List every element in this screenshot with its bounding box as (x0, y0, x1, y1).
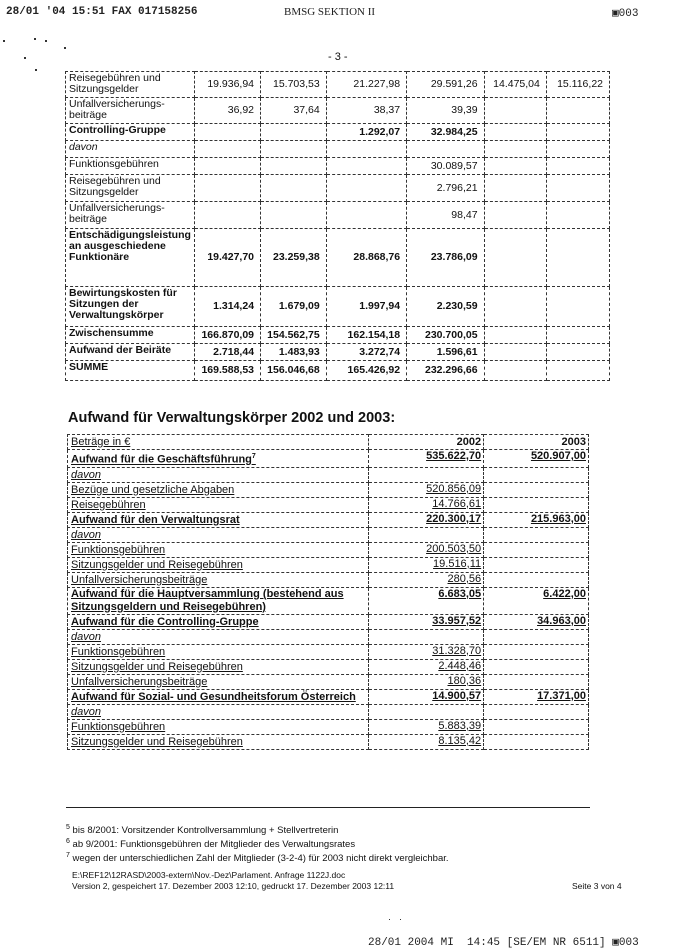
page-count: Seite 3 von 4 (572, 881, 622, 891)
cell-value: 98,47 (407, 202, 484, 229)
row-label (68, 674, 369, 689)
row-label-text: Funktionsgebühren (71, 645, 166, 658)
cell-value (484, 124, 546, 141)
fax-header-page (612, 6, 638, 20)
row-label (68, 482, 369, 497)
table-row (66, 287, 610, 327)
row-label-text: davon (71, 705, 101, 718)
table-row (68, 644, 589, 659)
row-label: Funktionsgebühren (66, 158, 195, 175)
cell-value-2003: 34.963,00 (484, 614, 589, 629)
cell-value-2003 (484, 542, 589, 557)
cell-value-2003 (484, 734, 589, 749)
cell-value-2002: 200.503,50 (369, 542, 484, 557)
row-label-text: Unfallversicherungsbeiträge (71, 573, 208, 586)
cell-value: 154.562,75 (261, 327, 327, 344)
row-label (68, 719, 369, 734)
scan-speck (24, 57, 26, 59)
scan-speck (400, 919, 401, 920)
header-year-2002: 2002 (369, 435, 484, 450)
row-label: Controlling-Gruppe (66, 124, 195, 141)
table-row (66, 141, 610, 158)
footnote-text: bis 8/2001: Vorsitzender Kontrollversammlung + Stellvertreterin (72, 825, 339, 837)
row-label (68, 587, 369, 614)
cell-value: 36,92 (194, 98, 260, 124)
expense-table-continued (65, 71, 610, 381)
row-label (68, 704, 369, 719)
fax-footer (368, 935, 639, 949)
cell-value (546, 229, 609, 287)
cell-value-2002: 33.957,52 (369, 614, 484, 629)
row-label (68, 659, 369, 674)
cell-value: 1.596,61 (407, 344, 484, 361)
row-label-text: Aufwand für den Verwaltungsrat (71, 513, 240, 526)
cell-value: 232.296,66 (407, 361, 484, 381)
table-row (68, 719, 589, 734)
cell-value (194, 175, 260, 202)
row-label: Unfallversicherungs-beiträge (66, 202, 195, 229)
cell-value-2002: 180,36 (369, 674, 484, 689)
footnote-text: ab 9/2001: Funktionsgebühren der Mitglieder des Verwaltungsrates (72, 839, 356, 851)
cell-value: 19.427,70 (194, 229, 260, 287)
table-row (66, 72, 610, 98)
cell-value-2002: 14.766,61 (369, 497, 484, 512)
cell-value: 37,64 (261, 98, 327, 124)
cell-value-2002: 5.883,39 (369, 719, 484, 734)
cell-value: 1.292,07 (326, 124, 406, 141)
footnote-divider (66, 807, 590, 808)
cell-value-2003 (484, 659, 589, 674)
cell-value-2003 (484, 644, 589, 659)
cell-value-2003: 17.371,00 (484, 689, 589, 704)
cell-value (546, 158, 609, 175)
fax-header-sender: 28/01 '04 15:51 FAX 017158256 (6, 6, 198, 18)
cell-value: 23.786,09 (407, 229, 484, 287)
cell-value (484, 327, 546, 344)
row-label-text: Aufwand für die Geschäftsführung (71, 453, 252, 466)
cell-value (261, 124, 327, 141)
header-year-2003: 2003 (484, 435, 589, 450)
cell-value (261, 175, 327, 202)
cell-value-2002: 8.135,42 (369, 734, 484, 749)
row-label: Reisegebühren und Sitzungsgelder (66, 72, 195, 98)
cell-value (194, 141, 260, 158)
cell-value-2003 (484, 527, 589, 542)
header-label: Beträge in € (68, 435, 369, 450)
row-label: Zwischensumme (66, 327, 195, 344)
cell-value-2002 (369, 704, 484, 719)
cell-value (484, 158, 546, 175)
cell-value (326, 141, 406, 158)
cell-value (484, 287, 546, 327)
footnote-6 (66, 838, 355, 850)
cell-value-2002: 19.516,11 (369, 557, 484, 572)
cell-value (546, 361, 609, 381)
row-label-text: Reisegebühren (71, 498, 146, 511)
row-label (68, 689, 369, 704)
row-label (68, 497, 369, 512)
table-row (68, 450, 589, 468)
cell-value-2002: 220.300,17 (369, 512, 484, 527)
cell-value: 21.227,98 (326, 72, 406, 98)
cell-value: 23.259,38 (261, 229, 327, 287)
cell-value-2002 (369, 527, 484, 542)
document-path: E:\REF12\12RASD\2003-extern\Nov.-Dez\Parlament. Anfrage 1122J.doc (72, 870, 346, 880)
row-label (68, 734, 369, 749)
table-row (66, 344, 610, 361)
cell-value: 1.997,94 (326, 287, 406, 327)
table-row (68, 689, 589, 704)
scan-speck (35, 69, 37, 71)
document-version: Version 2, gespeichert 17. Dezember 2003 12:10, gedruckt 17. Dezember 2003 12:11 (72, 881, 395, 891)
row-label-text: Aufwand für die Hauptversammlung (bestehend aus Sitzungsgeldern und Reisegebühren) (71, 587, 344, 613)
cell-value (261, 158, 327, 175)
cell-value-2002 (369, 467, 484, 482)
cell-value: 165.426,92 (326, 361, 406, 381)
cell-value (546, 124, 609, 141)
cell-value: 30.089,57 (407, 158, 484, 175)
cell-value-2003: 6.422,00 (484, 587, 589, 614)
cell-value (546, 175, 609, 202)
row-label-text: Funktionsgebühren (71, 543, 166, 556)
cell-value (546, 98, 609, 124)
cell-value (261, 202, 327, 229)
cell-value (546, 287, 609, 327)
table-row (68, 674, 589, 689)
page-marker: - 3 - (328, 51, 348, 63)
cell-value: 39,39 (407, 98, 484, 124)
fax-header-page-number: 003 (618, 8, 639, 20)
table-row (68, 704, 589, 719)
cell-value-2003 (484, 572, 589, 587)
row-label: SUMME (66, 361, 195, 381)
cell-value-2003 (484, 482, 589, 497)
cell-value-2003 (484, 497, 589, 512)
row-label-text: davon (71, 468, 101, 481)
row-label (68, 572, 369, 587)
scan-speck (389, 919, 390, 920)
cell-value: 28.868,76 (326, 229, 406, 287)
table-header-row (68, 435, 589, 450)
footnote-7 (66, 852, 449, 864)
footnote-mark: 5 (66, 824, 70, 831)
footnote-5 (66, 824, 338, 836)
cell-value (484, 229, 546, 287)
cell-value-2003 (484, 674, 589, 689)
cell-value-2003 (484, 629, 589, 644)
scan-speck (3, 40, 5, 42)
cell-value (194, 202, 260, 229)
cell-value (546, 141, 609, 158)
cell-value: 15.116,22 (546, 72, 609, 98)
cell-value-2003 (484, 557, 589, 572)
fax-footer-page-number: 003 (618, 937, 639, 949)
table-row (68, 467, 589, 482)
row-label-text: Unfallversicherungsbeiträge (71, 675, 208, 688)
cell-value: 2.718,44 (194, 344, 260, 361)
cell-value: 230.700,05 (407, 327, 484, 344)
row-label (68, 542, 369, 557)
table-row (66, 158, 610, 175)
cell-value-2002: 535.622,70 (369, 450, 484, 468)
footnote-reference: 7 (251, 453, 256, 460)
cell-value-2003 (484, 704, 589, 719)
cell-value-2003 (484, 467, 589, 482)
row-label (68, 512, 369, 527)
table-row (68, 629, 589, 644)
scan-speck (34, 38, 36, 40)
table-row (68, 512, 589, 527)
row-label: Bewirtungskosten für Sitzungen der Verwaltungskörper (66, 287, 195, 327)
cell-value: 32.984,25 (407, 124, 484, 141)
table-row (68, 482, 589, 497)
row-label-text: Funktionsgebühren (71, 720, 166, 733)
row-label-text: davon (71, 528, 101, 541)
verwaltungskoerper-table (67, 434, 589, 750)
cell-value-2002: 2.448,46 (369, 659, 484, 674)
fax-header-title: BMSG SEKTION II (284, 6, 376, 18)
table-row (68, 659, 589, 674)
cell-value (546, 344, 609, 361)
row-label (68, 614, 369, 629)
cell-value (546, 202, 609, 229)
table-row (66, 229, 610, 287)
cell-value: 1.483,93 (261, 344, 327, 361)
row-label: Reisegebühren und Sitzungsgelder (66, 175, 195, 202)
fax-page-icon: ▣ (612, 8, 619, 20)
cell-value-2003 (484, 719, 589, 734)
cell-value: 19.936,94 (194, 72, 260, 98)
section-title: Aufwand für Verwaltungskörper 2002 und 2003: (68, 410, 396, 426)
cell-value: 15.703,53 (261, 72, 327, 98)
table-row (66, 361, 610, 381)
row-label (68, 629, 369, 644)
row-label (68, 467, 369, 482)
row-label (68, 557, 369, 572)
scan-speck (64, 47, 66, 49)
row-label: davon (66, 141, 195, 158)
row-label-text: Sitzungsgelder und Reisegebühren (71, 660, 243, 673)
cell-value: 2.230,59 (407, 287, 484, 327)
row-label-text: davon (71, 630, 101, 643)
row-label-text: Bezüge und gesetzliche Abgaben (71, 483, 235, 496)
table-row (68, 614, 589, 629)
row-label: Entschädigungsleistung an ausgeschiedene Funktionäre (66, 229, 195, 287)
footnote-text: wegen der unterschiedlichen Zahl der Mitglieder (3-2-4) für 2003 nicht direkt vergleichbar. (72, 853, 449, 865)
table-row (68, 572, 589, 587)
cell-value (484, 344, 546, 361)
fax-page-icon: ▣ (612, 937, 619, 949)
fax-footer-text: 28/01 2004 MI 14:45 [SE/EM NR 6511] (368, 937, 606, 949)
cell-value (484, 361, 546, 381)
cell-value (546, 327, 609, 344)
cell-value-2002: 280,56 (369, 572, 484, 587)
row-label (68, 644, 369, 659)
table-row (66, 327, 610, 344)
row-label-text: Aufwand für Sozial- und Gesundheitsforum Österreich (71, 690, 356, 703)
cell-value (407, 141, 484, 158)
scan-speck (45, 40, 47, 42)
cell-value (484, 98, 546, 124)
cell-value (194, 124, 260, 141)
table-row (66, 202, 610, 229)
table-row (66, 98, 610, 124)
table-row (68, 527, 589, 542)
row-label: Unfallversicherungs-beiträge (66, 98, 195, 124)
row-label: Aufwand der Beiräte (66, 344, 195, 361)
table-row (66, 175, 610, 202)
cell-value: 38,37 (326, 98, 406, 124)
row-label-text: Aufwand für die Controlling-Gruppe (71, 615, 259, 628)
cell-value: 166.870,09 (194, 327, 260, 344)
cell-value (326, 158, 406, 175)
table-row (68, 557, 589, 572)
cell-value: 14.475,04 (484, 72, 546, 98)
cell-value: 169.588,53 (194, 361, 260, 381)
table-row (68, 587, 589, 614)
cell-value (484, 141, 546, 158)
cell-value (484, 202, 546, 229)
cell-value (484, 175, 546, 202)
table-row (68, 497, 589, 512)
cell-value-2002: 6.683,05 (369, 587, 484, 614)
row-label-text: Sitzungsgelder und Reisegebühren (71, 558, 243, 571)
table-row (68, 542, 589, 557)
cell-value: 162.154,18 (326, 327, 406, 344)
cell-value-2003: 520.907,00 (484, 450, 589, 468)
row-label (68, 450, 369, 468)
cell-value (326, 202, 406, 229)
table-row (66, 124, 610, 141)
cell-value: 2.796,21 (407, 175, 484, 202)
cell-value (261, 141, 327, 158)
footnote-mark: 6 (66, 838, 70, 845)
cell-value-2002: 31.328,70 (369, 644, 484, 659)
table-row (68, 734, 589, 749)
cell-value-2002: 520.856,09 (369, 482, 484, 497)
cell-value (326, 175, 406, 202)
cell-value-2002 (369, 629, 484, 644)
cell-value: 1.314,24 (194, 287, 260, 327)
footnote-mark: 7 (66, 852, 70, 859)
cell-value (194, 158, 260, 175)
cell-value-2003: 215.963,00 (484, 512, 589, 527)
cell-value-2002: 14.900,57 (369, 689, 484, 704)
cell-value: 156.046,68 (261, 361, 327, 381)
row-label (68, 527, 369, 542)
cell-value: 3.272,74 (326, 344, 406, 361)
cell-value: 1.679,09 (261, 287, 327, 327)
cell-value: 29.591,26 (407, 72, 484, 98)
row-label-text: Sitzungsgelder und Reisegebühren (71, 735, 243, 748)
